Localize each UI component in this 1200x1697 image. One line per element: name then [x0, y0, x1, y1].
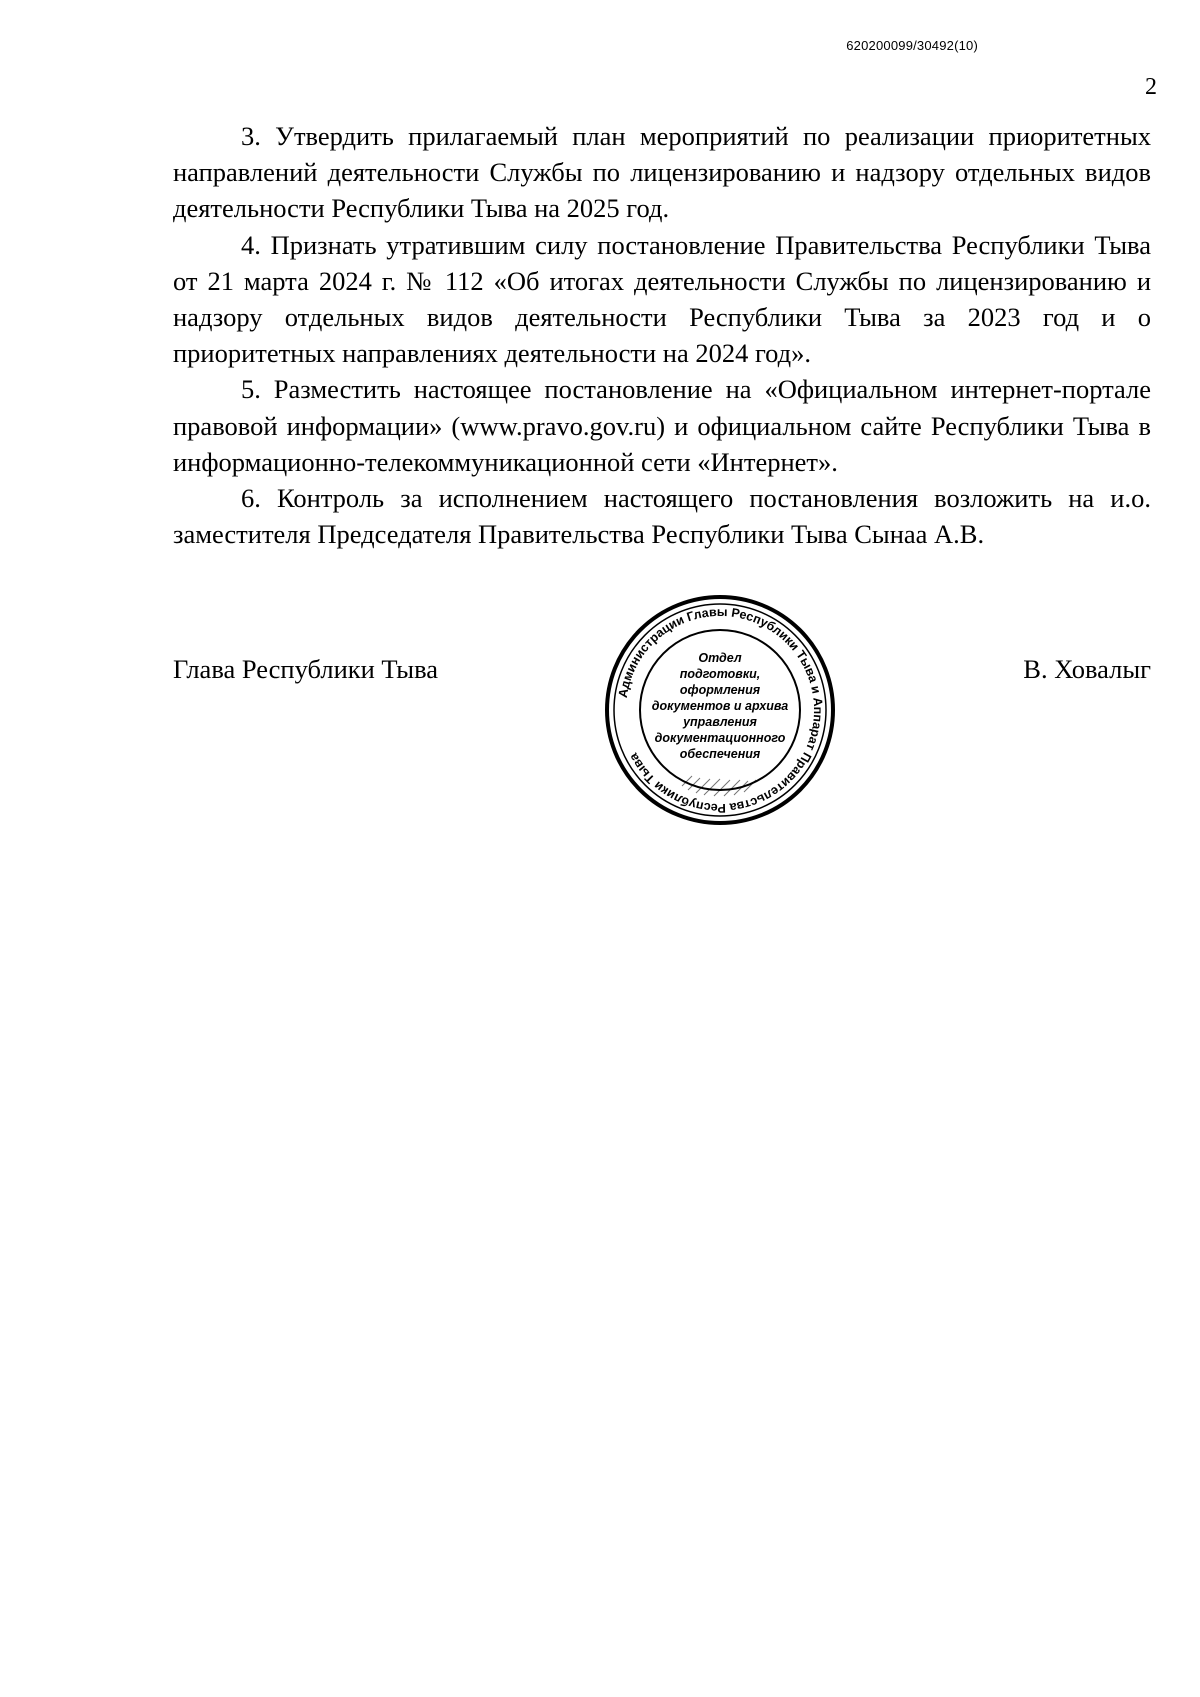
signatory-title: Глава Республики Тыва: [173, 654, 439, 684]
seal-line-7: обеспечения: [679, 747, 761, 761]
official-seal-stamp: [600, 590, 840, 830]
paragraph-4: 4. Признать утратившим силу постановление Правительства Республики Тыва от 21 марта 2024 г. № 112 «Об итогах деятельности Службы по лицензированию и надзору отдельных видов деятельности Республики Тыва за 2023 год и о приоритетных направлениях деятельности на 2024 год».: [173, 229, 1151, 369]
signatory-name: В. Ховалыг: [1023, 654, 1151, 684]
seal-line-2: подготовки,: [679, 667, 761, 681]
page-number: 2: [1145, 74, 1157, 100]
seal-line-6: документационного: [654, 731, 786, 745]
paragraph-6: 6. Контроль за исполнением настоящего постановления возложить на и.о. заместителя Председателя Правительства Республики Тыва Сынаа А.В.: [173, 483, 1151, 550]
seal-line-4: документов и архива: [651, 699, 789, 713]
document-body: [173, 118, 1151, 552]
seal-line-1: Отдел: [698, 651, 742, 665]
seal-line-3: оформления: [679, 683, 761, 697]
document-code: 620200099/30492(10): [846, 38, 978, 53]
paragraph-3: 3. Утвердить прилагаемый план мероприятий по реализации приоритетных направлений деятельности Службы по лицензированию и надзору отдельных видов деятельности Республики Тыва на 2025 год.: [173, 121, 1151, 224]
seal-ring-text: Администрации Главы Республики Тыва и Аппарат Правительства Республики Тыва: [615, 604, 826, 816]
seal-line-5: управления: [683, 715, 757, 729]
seal-center-text: [652, 651, 789, 761]
paragraph-5: 5. Разместить настоящее постановление на «Официальном интернет-портале правовой информации» (www.pravo.gov.ru) и официальном сайте Республики Тыва в информационно-телекоммуникационной сети «Интернет».: [173, 374, 1151, 477]
